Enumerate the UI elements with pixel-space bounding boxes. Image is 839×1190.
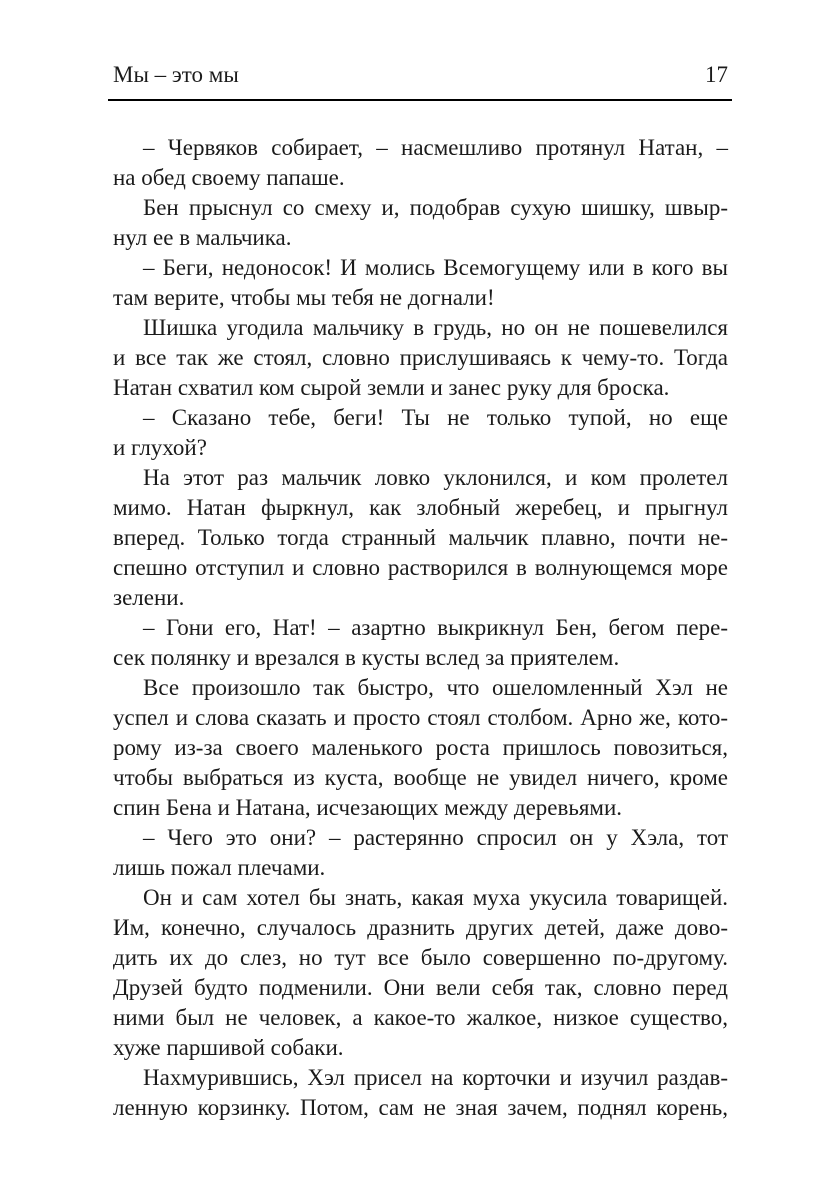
text-line: лишь пожал плечами.	[113, 855, 326, 880]
text-line: Бен прыснул со смеху и, подобрав сухую шишку, швыр-	[143, 195, 728, 220]
text-line: – Беги, недоносок! И молись Всемогущему или в кого вы	[143, 255, 728, 280]
text-line: там верите, чтобы мы тебя не догнали!	[113, 285, 495, 310]
text-line: хуже паршивой собаки.	[113, 1035, 344, 1060]
text-line: ленную корзинку. Потом, сам не зная зачем, поднял корень,	[113, 1095, 728, 1120]
text-line: – Гони его, Нат! – азартно выкрикнул Бен, бегом пере-	[143, 615, 728, 640]
paragraph	[113, 823, 728, 883]
text-line: и все так же стоял, словно прислушиваясь к чему-то. Тогда	[113, 345, 728, 370]
text-line: – Червяков собирает, – насмешливо протянул Натан, –	[143, 135, 728, 160]
text-line: и глухой?	[113, 435, 207, 460]
text-line: спешно отступил и словно растворился в волнующемся море	[113, 555, 728, 580]
text-line: На этот раз мальчик ловко уклонился, и ком пролетел	[143, 465, 728, 490]
paragraph	[113, 883, 728, 1063]
paragraph	[113, 133, 728, 193]
paragraph	[113, 403, 728, 463]
text-line: чтобы выбраться из куста, вообще не увидел ничего, кроме	[113, 765, 728, 790]
paragraph	[113, 673, 728, 823]
paragraph	[113, 1063, 728, 1123]
page-header	[113, 0, 728, 88]
paragraph	[113, 463, 728, 613]
text-line: нул ее в мальчика.	[113, 225, 292, 250]
text-line: вперед. Только тогда странный мальчик плавно, почти не-	[113, 525, 728, 550]
paragraph	[113, 193, 728, 253]
text-line: Натан схватил ком сырой земли и занес руку для броска.	[113, 375, 670, 400]
text-line: – Чего это они? – растерянно спросил он у Хэла, тот	[143, 825, 728, 850]
text-line: Друзей будто подменили. Они вели себя так, словно перед	[113, 975, 728, 1000]
text-line: ними был не человек, а какое-то жалкое, низкое существо,	[113, 1005, 728, 1030]
text-line: зелени.	[113, 585, 185, 610]
header-rule	[108, 99, 732, 101]
body-text	[113, 133, 728, 1123]
page-number: 17	[705, 62, 728, 87]
text-line: Нахмурившись, Хэл присел на корточки и изучил раздав-	[143, 1065, 728, 1090]
paragraph	[113, 253, 728, 313]
text-line: Им, конечно, случалось дразнить других детей, даже дово-	[113, 915, 728, 940]
text-line: успел и слова сказать и просто стоял столбом. Арно же, кото-	[113, 705, 728, 730]
running-title: Мы – это мы	[113, 62, 239, 87]
text-line: спин Бена и Натана, исчезающих между деревьями.	[113, 795, 623, 820]
text-line: рому из-за своего маленького роста пришлось повозиться,	[113, 735, 728, 760]
text-line: Шишка угодила мальчику в грудь, но он не пошевелился	[143, 315, 728, 340]
text-line: дить их до слез, но тут все было совершенно по-другому.	[113, 945, 728, 970]
text-line: Он и сам хотел бы знать, какая муха укусила товарищей.	[143, 885, 728, 910]
text-line: мимо. Натан фыркнул, как злобный жеребец, и прыгнул	[113, 495, 728, 520]
text-line: сек полянку и врезался в кусты вслед за приятелем.	[113, 645, 620, 670]
paragraph	[113, 313, 728, 403]
text-line: на обед своему папаше.	[113, 165, 345, 190]
text-line: – Сказано тебе, беги! Ты не только тупой, но еще	[143, 405, 728, 430]
paragraph	[113, 613, 728, 673]
text-line: Все произошло так быстро, что ошеломленный Хэл не	[143, 675, 728, 700]
